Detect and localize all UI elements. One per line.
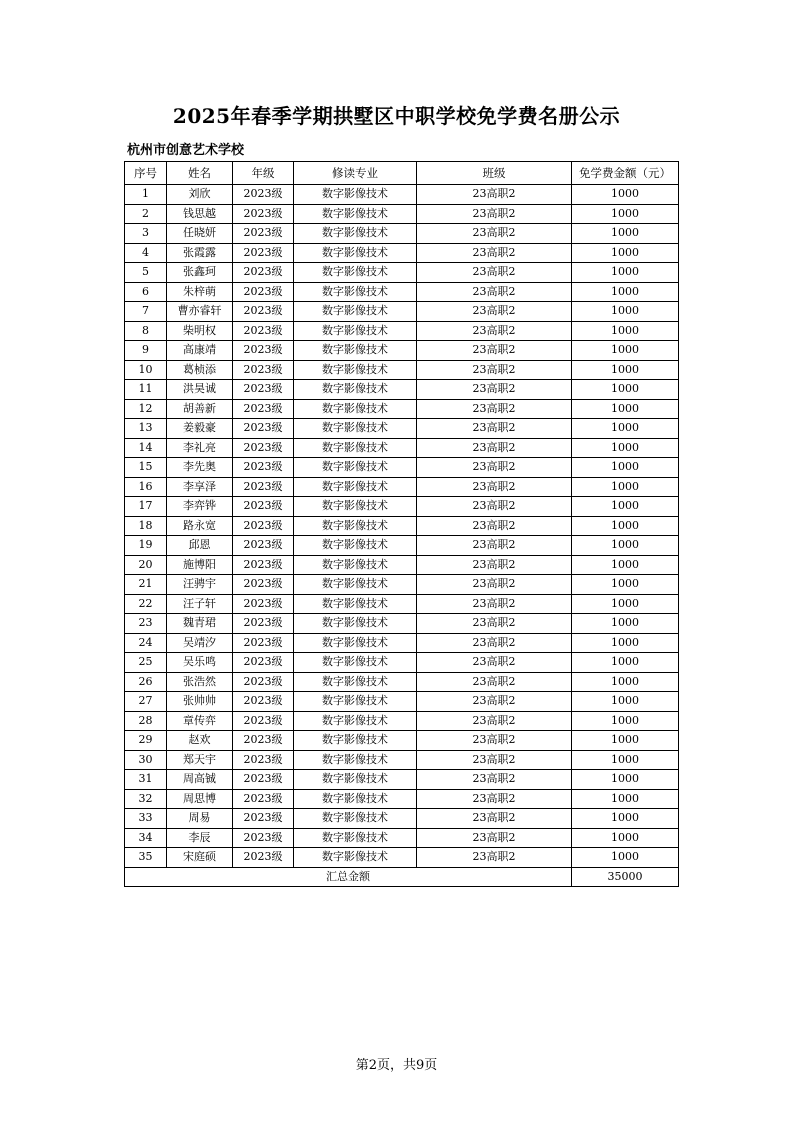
cell-class: 23高职2 [417,809,572,829]
cell-class: 23高职2 [417,789,572,809]
cell-amount: 1000 [572,536,679,556]
cell-name: 曹亦睿轩 [167,302,233,322]
header-class: 班级 [417,162,572,185]
table-row [125,692,679,712]
cell-amount: 1000 [572,341,679,361]
cell-grade: 2023级 [233,731,294,751]
cell-amount: 1000 [572,321,679,341]
school-name: 杭州市创意艺术学校 [127,143,245,158]
cell-major: 数字影像技术 [294,575,417,595]
cell-grade: 2023级 [233,360,294,380]
cell-index: 15 [125,458,167,478]
cell-index: 25 [125,653,167,673]
table-row [125,711,679,731]
table-row [125,750,679,770]
cell-amount: 1000 [572,243,679,263]
cell-amount: 1000 [572,750,679,770]
cell-name: 胡善新 [167,399,233,419]
cell-name: 张帅帅 [167,692,233,712]
total-label: 汇总金额 [125,867,572,887]
table-row [125,224,679,244]
cell-major: 数字影像技术 [294,477,417,497]
cell-index: 27 [125,692,167,712]
cell-major: 数字影像技术 [294,399,417,419]
table-row [125,360,679,380]
cell-class: 23高职2 [417,438,572,458]
cell-class: 23高职2 [417,282,572,302]
cell-index: 20 [125,555,167,575]
cell-amount: 1000 [572,653,679,673]
table-row [125,809,679,829]
table-row [125,594,679,614]
cell-name: 刘欣 [167,185,233,205]
cell-name: 周思博 [167,789,233,809]
roster-body [125,185,679,868]
cell-name: 李礼亮 [167,438,233,458]
cell-name: 张浩然 [167,672,233,692]
total-row [125,867,679,887]
cell-major: 数字影像技术 [294,458,417,478]
cell-major: 数字影像技术 [294,185,417,205]
cell-class: 23高职2 [417,399,572,419]
cell-amount: 1000 [572,458,679,478]
cell-grade: 2023级 [233,750,294,770]
cell-grade: 2023级 [233,204,294,224]
table-row [125,185,679,205]
cell-class: 23高职2 [417,594,572,614]
cell-index: 23 [125,614,167,634]
cell-amount: 1000 [572,302,679,322]
cell-major: 数字影像技术 [294,848,417,868]
cell-index: 22 [125,594,167,614]
cell-class: 23高职2 [417,672,572,692]
table-row [125,536,679,556]
cell-major: 数字影像技术 [294,419,417,439]
cell-grade: 2023级 [233,789,294,809]
cell-name: 周易 [167,809,233,829]
cell-amount: 1000 [572,263,679,283]
cell-major: 数字影像技术 [294,536,417,556]
cell-index: 17 [125,497,167,517]
cell-class: 23高职2 [417,731,572,751]
cell-name: 邱恩 [167,536,233,556]
cell-amount: 1000 [572,809,679,829]
table-row [125,614,679,634]
cell-index: 24 [125,633,167,653]
cell-index: 2 [125,204,167,224]
table-row [125,497,679,517]
cell-grade: 2023级 [233,672,294,692]
cell-index: 3 [125,224,167,244]
cell-index: 10 [125,360,167,380]
cell-name: 柴明权 [167,321,233,341]
cell-name: 吴靖汐 [167,633,233,653]
cell-name: 吴乐鸣 [167,653,233,673]
cell-class: 23高职2 [417,419,572,439]
cell-name: 李先奥 [167,458,233,478]
cell-index: 19 [125,536,167,556]
page-number: 第2页，共9页 [355,1058,438,1073]
cell-amount: 1000 [572,633,679,653]
cell-amount: 1000 [572,516,679,536]
cell-amount: 1000 [572,692,679,712]
cell-class: 23高职2 [417,458,572,478]
roster-table [124,161,679,887]
cell-grade: 2023级 [233,848,294,868]
cell-name: 任晓妍 [167,224,233,244]
table-row [125,263,679,283]
cell-major: 数字影像技术 [294,302,417,322]
cell-major: 数字影像技术 [294,731,417,751]
cell-name: 朱梓萌 [167,282,233,302]
cell-class: 23高职2 [417,360,572,380]
cell-grade: 2023级 [233,263,294,283]
cell-class: 23高职2 [417,263,572,283]
cell-name: 汪骋宇 [167,575,233,595]
cell-class: 23高职2 [417,243,572,263]
cell-amount: 1000 [572,477,679,497]
cell-major: 数字影像技术 [294,224,417,244]
table-row [125,243,679,263]
cell-amount: 1000 [572,848,679,868]
cell-index: 9 [125,341,167,361]
cell-name: 姜毅豪 [167,419,233,439]
cell-index: 4 [125,243,167,263]
cell-index: 33 [125,809,167,829]
cell-grade: 2023级 [233,828,294,848]
cell-major: 数字影像技术 [294,770,417,790]
header-index: 序号 [125,162,167,185]
cell-class: 23高职2 [417,224,572,244]
table-row [125,204,679,224]
cell-name: 张鑫珂 [167,263,233,283]
cell-grade: 2023级 [233,419,294,439]
cell-name: 李享泽 [167,477,233,497]
cell-class: 23高职2 [417,477,572,497]
cell-grade: 2023级 [233,614,294,634]
cell-amount: 1000 [572,497,679,517]
cell-major: 数字影像技术 [294,321,417,341]
cell-grade: 2023级 [233,711,294,731]
cell-amount: 1000 [572,185,679,205]
cell-name: 宋庭硕 [167,848,233,868]
cell-index: 16 [125,477,167,497]
cell-index: 7 [125,302,167,322]
table-row [125,633,679,653]
cell-amount: 1000 [572,419,679,439]
table-row [125,516,679,536]
cell-class: 23高职2 [417,633,572,653]
cell-class: 23高职2 [417,536,572,556]
cell-class: 23高职2 [417,497,572,517]
cell-amount: 1000 [572,360,679,380]
cell-major: 数字影像技术 [294,516,417,536]
cell-major: 数字影像技术 [294,594,417,614]
cell-amount: 1000 [572,672,679,692]
cell-class: 23高职2 [417,828,572,848]
cell-amount: 1000 [572,575,679,595]
cell-index: 8 [125,321,167,341]
cell-grade: 2023级 [233,302,294,322]
cell-index: 32 [125,789,167,809]
cell-major: 数字影像技术 [294,497,417,517]
cell-class: 23高职2 [417,614,572,634]
cell-index: 21 [125,575,167,595]
cell-grade: 2023级 [233,497,294,517]
cell-index: 29 [125,731,167,751]
cell-name: 汪子轩 [167,594,233,614]
cell-grade: 2023级 [233,809,294,829]
cell-name: 钱思越 [167,204,233,224]
cell-major: 数字影像技术 [294,243,417,263]
cell-major: 数字影像技术 [294,750,417,770]
cell-index: 31 [125,770,167,790]
cell-class: 23高职2 [417,750,572,770]
cell-class: 23高职2 [417,516,572,536]
cell-amount: 1000 [572,770,679,790]
cell-grade: 2023级 [233,458,294,478]
table-row [125,731,679,751]
header-amount: 免学费金额（元） [572,162,679,185]
table-row [125,282,679,302]
cell-grade: 2023级 [233,653,294,673]
cell-amount: 1000 [572,828,679,848]
cell-index: 12 [125,399,167,419]
cell-grade: 2023级 [233,282,294,302]
cell-name: 葛桢添 [167,360,233,380]
cell-class: 23高职2 [417,302,572,322]
total-value: 35000 [572,867,679,887]
cell-class: 23高职2 [417,848,572,868]
cell-class: 23高职2 [417,770,572,790]
table-row [125,828,679,848]
cell-index: 6 [125,282,167,302]
table-row [125,302,679,322]
cell-grade: 2023级 [233,692,294,712]
cell-name: 施博阳 [167,555,233,575]
cell-index: 11 [125,380,167,400]
cell-class: 23高职2 [417,692,572,712]
cell-amount: 1000 [572,555,679,575]
cell-name: 赵欢 [167,731,233,751]
header-name: 姓名 [167,162,233,185]
cell-major: 数字影像技术 [294,360,417,380]
cell-grade: 2023级 [233,555,294,575]
table-row [125,321,679,341]
cell-name: 郑天宇 [167,750,233,770]
cell-amount: 1000 [572,282,679,302]
cell-grade: 2023级 [233,341,294,361]
table-row [125,419,679,439]
table-row [125,477,679,497]
cell-index: 28 [125,711,167,731]
cell-index: 30 [125,750,167,770]
cell-index: 5 [125,263,167,283]
cell-class: 23高职2 [417,555,572,575]
cell-major: 数字影像技术 [294,789,417,809]
table-row [125,789,679,809]
cell-class: 23高职2 [417,711,572,731]
cell-amount: 1000 [572,711,679,731]
cell-major: 数字影像技术 [294,809,417,829]
cell-major: 数字影像技术 [294,380,417,400]
cell-name: 章传弈 [167,711,233,731]
cell-class: 23高职2 [417,204,572,224]
cell-class: 23高职2 [417,380,572,400]
cell-major: 数字影像技术 [294,555,417,575]
cell-name: 周高铖 [167,770,233,790]
cell-index: 35 [125,848,167,868]
table-row [125,575,679,595]
cell-class: 23高职2 [417,653,572,673]
cell-grade: 2023级 [233,399,294,419]
cell-class: 23高职2 [417,321,572,341]
cell-index: 18 [125,516,167,536]
cell-name: 路永宽 [167,516,233,536]
cell-class: 23高职2 [417,341,572,361]
cell-name: 高康靖 [167,341,233,361]
cell-index: 1 [125,185,167,205]
cell-grade: 2023级 [233,594,294,614]
cell-grade: 2023级 [233,380,294,400]
table-row [125,399,679,419]
cell-major: 数字影像技术 [294,341,417,361]
cell-name: 李辰 [167,828,233,848]
cell-name: 李弈铧 [167,497,233,517]
cell-index: 13 [125,419,167,439]
cell-amount: 1000 [572,789,679,809]
table-row [125,341,679,361]
cell-amount: 1000 [572,594,679,614]
cell-grade: 2023级 [233,477,294,497]
cell-major: 数字影像技术 [294,653,417,673]
cell-major: 数字影像技术 [294,711,417,731]
cell-grade: 2023级 [233,633,294,653]
cell-grade: 2023级 [233,243,294,263]
cell-amount: 1000 [572,614,679,634]
cell-index: 14 [125,438,167,458]
cell-grade: 2023级 [233,516,294,536]
cell-major: 数字影像技术 [294,672,417,692]
table-row [125,770,679,790]
cell-grade: 2023级 [233,575,294,595]
table-row [125,438,679,458]
document-title: 2025年春季学期拱墅区中职学校免学费名册公示 [172,104,621,128]
cell-major: 数字影像技术 [294,692,417,712]
cell-grade: 2023级 [233,438,294,458]
cell-amount: 1000 [572,399,679,419]
table-row [125,653,679,673]
table-row [125,458,679,478]
table-row [125,672,679,692]
cell-class: 23高职2 [417,575,572,595]
cell-name: 魏青珺 [167,614,233,634]
cell-name: 洪昊诚 [167,380,233,400]
cell-grade: 2023级 [233,536,294,556]
cell-major: 数字影像技术 [294,633,417,653]
table-header-row [125,162,679,185]
cell-grade: 2023级 [233,224,294,244]
cell-class: 23高职2 [417,185,572,205]
cell-major: 数字影像技术 [294,282,417,302]
cell-amount: 1000 [572,731,679,751]
cell-grade: 2023级 [233,770,294,790]
cell-major: 数字影像技术 [294,204,417,224]
cell-amount: 1000 [572,204,679,224]
header-major: 修读专业 [294,162,417,185]
table-row [125,380,679,400]
cell-major: 数字影像技术 [294,438,417,458]
cell-major: 数字影像技术 [294,614,417,634]
table-row [125,555,679,575]
cell-grade: 2023级 [233,185,294,205]
cell-major: 数字影像技术 [294,263,417,283]
cell-index: 26 [125,672,167,692]
cell-amount: 1000 [572,224,679,244]
table-row [125,848,679,868]
cell-name: 张霞露 [167,243,233,263]
header-grade: 年级 [233,162,294,185]
cell-index: 34 [125,828,167,848]
cell-grade: 2023级 [233,321,294,341]
cell-amount: 1000 [572,380,679,400]
cell-major: 数字影像技术 [294,828,417,848]
cell-amount: 1000 [572,438,679,458]
